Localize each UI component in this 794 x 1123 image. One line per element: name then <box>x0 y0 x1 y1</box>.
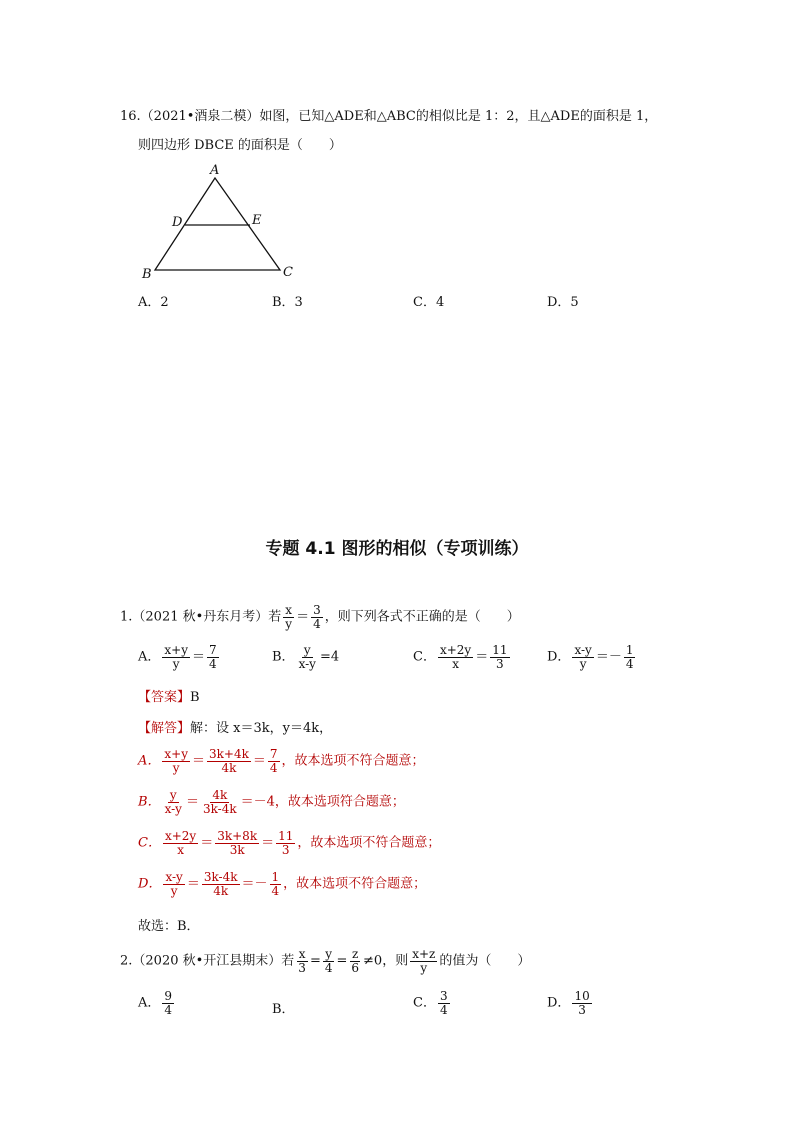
q1-solution-c: C． $\frac{x+2y}{x}$ ＝ $\frac{3k+8k}{3k}$ ＝ $\frac{11}{3}$ ，故本选项不符合题意； <box>138 829 441 857</box>
q16-line1: 16.（2021•酒泉二模）如图，已知△ADE和△ABC的相似比是 1：2，且△ADE的面积是 1， <box>120 109 658 124</box>
vertex-label-c: C <box>283 265 293 280</box>
q1-solution-intro <box>138 717 332 736</box>
q1-option-a[interactable]: A． $\frac{x+y}{y}$ ＝ $\frac{7}{4}$ <box>138 643 217 671</box>
q1-option-b[interactable]: B． $\frac{y}{x-y}$ =4 <box>272 643 340 671</box>
q1-prefix: 1.（2021 秋•丹东月考）若 <box>120 609 282 625</box>
q2-stem: 2.（2020 秋•开江县期末）若 $\frac{x}{3}$ = $\frac{y}{4}$ = $\frac{z}{6}$ ≠0，则 $\frac{x+z}{y}$ 的值为（ ） <box>120 947 531 975</box>
q16-option-d[interactable]: D．5 <box>547 295 579 310</box>
q16-option-c[interactable]: C．4 <box>413 295 445 310</box>
section-title: 专题 4.1 图形的相似（专项训练） <box>265 539 529 559</box>
answer-value: B <box>190 690 200 705</box>
q16-line2: 则四边形 DBCE 的面积是（ ） <box>138 138 342 153</box>
q1-solution-a: A． $\frac{x+y}{y}$ ＝ $\frac{3k+4k}{4k}$ ＝ $\frac{7}{4}$ ，故本选项不符合题意； <box>138 747 425 775</box>
q1-conclusion: 故选：B． <box>138 919 200 934</box>
q2-option-a[interactable]: A． $\frac{9}{4}$ <box>138 989 173 1017</box>
q2-option-b[interactable]: B． <box>272 1002 295 1017</box>
q2-option-d[interactable]: D． $\frac{10}{3}$ <box>547 989 590 1017</box>
solution-tag: 【解答】 <box>138 721 191 736</box>
q1-stem: 1.（2021 秋•丹东月考）若 $\frac{x}{y}$ ＝ $\frac{3}{4}$ ，则下列各式不正确的是（ ） <box>120 603 520 631</box>
q1-frac-xy: $\frac{x}{y}$ <box>285 603 293 631</box>
answer-tag: 【答案】 <box>138 690 191 705</box>
vertex-label-e: E <box>252 213 262 228</box>
triangle-figure <box>130 160 310 285</box>
q2-option-c[interactable]: C． $\frac{3}{4}$ <box>413 989 448 1017</box>
vertex-label-b: B <box>142 267 152 282</box>
q16-option-b[interactable]: B．3 <box>272 295 303 310</box>
solution-intro: 解：设 x＝3k，y＝4k， <box>190 721 333 736</box>
q1-answer <box>138 686 200 705</box>
q1-option-d[interactable]: D． $\frac{x-y}{y}$ ＝－ $\frac{1}{4}$ <box>547 643 634 671</box>
q1-frac-34: $\frac{3}{4}$ <box>313 603 321 631</box>
q1-option-c[interactable]: C． $\frac{x+2y}{x}$ ＝ $\frac{11}{3}$ <box>413 643 508 671</box>
q1-solution-d: D． $\frac{x-y}{y}$ ＝ $\frac{3k-4k}{4k}$ ＝－ $\frac{1}{4}$ ，故本选项不符合题意； <box>138 870 427 898</box>
vertex-label-a: A <box>210 163 220 178</box>
q16-option-a[interactable]: A．2 <box>138 295 169 310</box>
q1-suffix: ，则下列各式不正确的是（ ） <box>324 609 520 625</box>
q1-solution-b: B． $\frac{y}{x-y}$ ＝ $\frac{4k}{3k-4k}$ ＝－4，故本选项符合题意； <box>138 788 405 816</box>
vertex-label-d: D <box>172 215 183 230</box>
